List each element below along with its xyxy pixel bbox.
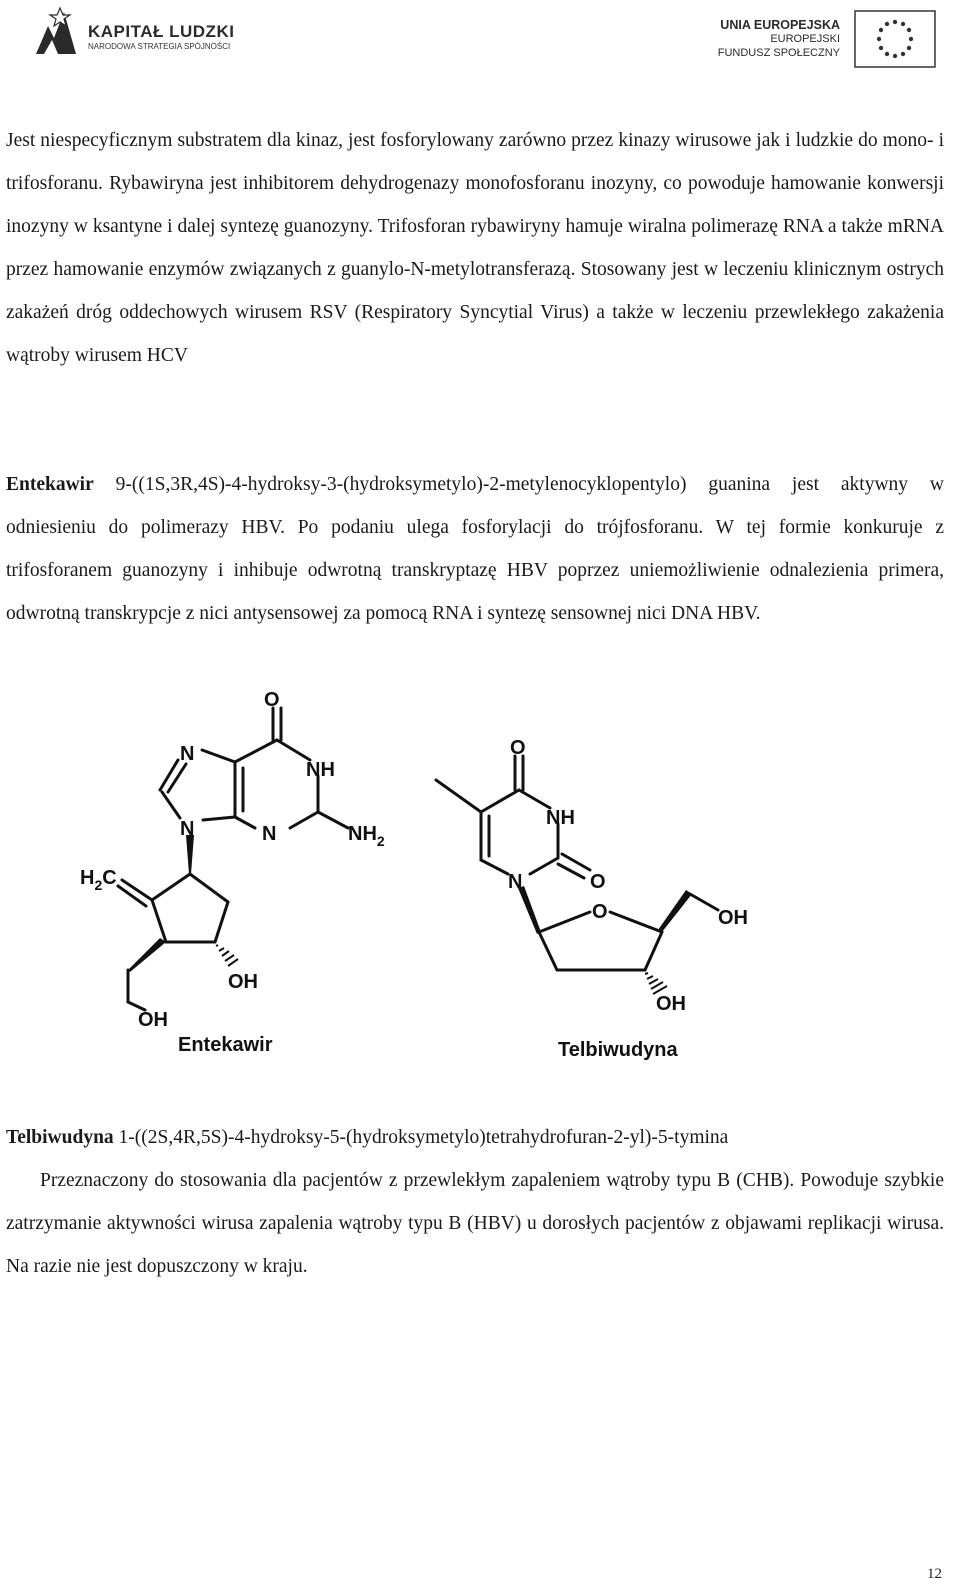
entekawir-atom-nh2: $NH_2$ [348,823,385,849]
telbiwudyna-atom-oh-ring: OH [656,993,686,1015]
entekawir-atom-nh: NH [306,759,335,781]
eu-logo-line3: FUNDUSZ SPOŁECZNY [717,47,840,59]
kapital-ludzki-subtitle: NARODOWA STRATEGIA SPÓJNOŚCI [88,42,231,51]
telbiwudyna-atom-n: N [508,871,523,893]
telbiwudyna-bonds [436,756,718,970]
telbiwudyna-wedge-bond [518,886,541,934]
telbiwudyna-iupac-name: 1-((2S,4R,5S)-4-hydroksy-5-(hydroksymetylo)tetrahydrofuran-2-yl)-5-tymina [113,1127,729,1148]
eu-logo-line1: UNIA EUROPEJSKA [720,18,840,32]
kapital-ludzki-emblem-icon [30,4,82,60]
paragraph-entekawir [6,463,944,635]
page-number: 12 [927,1566,942,1582]
eu-fund-logo [700,6,950,72]
entekawir-hashed-bond [216,945,238,966]
telbiwudyna-atom-o-carbonyl: O [590,871,606,893]
entekawir-caption: Entekawir [178,1034,273,1056]
telbiwudyna-ch2-wedge [658,890,692,932]
telbiwudyna-atom-oh-ch2: OH [718,907,748,929]
entekawir-wedge-bond [186,835,194,874]
entekawir-description: 9-((1S,3R,4S)-4-hydroksy-3-(hydroksymetylo)-2-metylenocyklopentylo) guanina jest aktywny w odniesieniu do polimerazy HBV. Po podaniu ulega fosforylacji do trójfosforanu. W tej formie konkuruje z trifosforanem guanozyny i inhibuje odwrotną transkryptazę HBV poprzez uniemożliwienie odnalezienia primera, odwrotną transkrypcje z nici antysensowej za pomocą RNA i syntezę sensownej nici DNA HBV. [6,474,944,624]
kapital-ludzki-title: KAPITAŁ LUDZKI [88,22,235,41]
telbiwudyna-atom-nh: NH [546,807,575,829]
structures-figure [0,680,960,1080]
kapital-ludzki-logo [30,4,250,60]
entekawir-atom-oh-ch2: OH [138,1009,168,1031]
entekawir-atom-n3: N [262,823,277,845]
telbiwudyna-hashed-bond [645,973,667,994]
entekawir-atom-o: O [264,689,280,711]
entekawir-ch2-wedge [128,938,166,972]
paragraph-telbiwudyna [6,1116,944,1288]
paragraph-rybawiryna: Jest niespecyficznym substratem dla kinaz, jest fosforylowany zarówno przez kinazy wirusowe jak i ludzkie do mono- i trifosforanu. Rybawiryna jest inhibitorem dehydrogenazy monofosforanu inozyny, co powoduje hamowanie konwersji inozyny w ksantyne i dalej syntezę guanozyny. Trifosforan rybawiryny hamuje wiralna polimerazę RNA a także mRNA przez hamowanie enzymów związanych z guanylo-N-metylotransferazą. Stosowany jest w leczeniu klinicznym ostrych zakażeń dróg oddechowych wirusem RSV (Respiratory Syncytial Virus) a także w leczeniu przewlekłego zakażenia wątroby wirusem HCV [6,130,944,366]
telbiwudyna-atom-o-ring: O [592,901,608,923]
entekawir-atom-oh-ring: OH [228,971,258,993]
telbiwudyna-heading-line [6,1116,944,1159]
entekawir-atom-h2c: $H_2C$ [80,867,117,893]
telbiwudyna-caption: Telbiwudyna [558,1039,678,1061]
telbiwudyna-atom-o-top: O [510,737,526,759]
chemical-structures [0,680,960,1080]
entekawir-atom-n9: N [180,818,195,840]
entekawir-bonds [118,708,348,1010]
page-header [0,0,960,80]
entekawir-atom-n7: N [180,743,195,765]
telbiwudyna-description: Przeznaczony do stosowania dla pacjentów z przewlekłym zapaleniem wątroby typu B (CHB). Powoduje szybkie zatrzymanie aktywności wirusa zapalenia wątroby typu B (HBV) u dorosłych pacjentów z objawami replikacji wirusa. Na razie nie jest dopuszczony w kraju. [6,1170,944,1277]
eu-logo-line2: EUROPEJSKI [770,33,840,45]
telbiwudyna-term: Telbiwudyna [6,1127,114,1148]
eu-flag-icon [854,10,936,68]
entekawir-term: Entekawir [6,474,94,495]
